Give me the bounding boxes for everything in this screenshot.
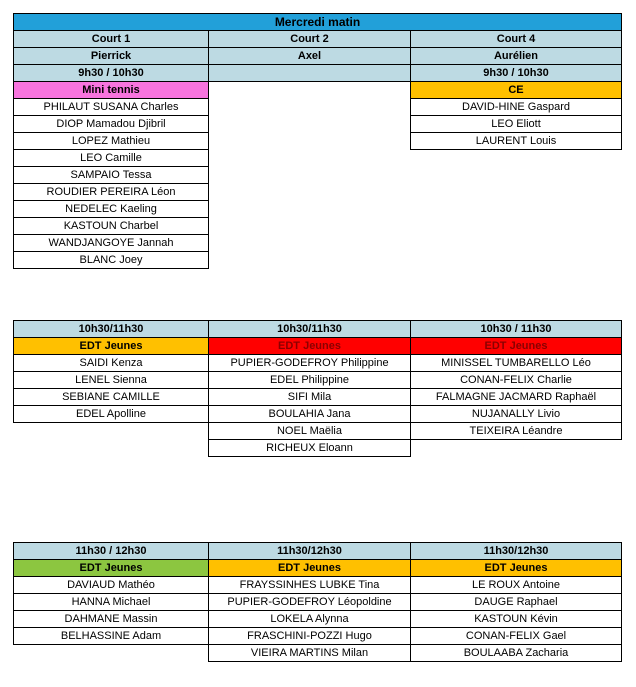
player-cell: EDEL Apolline	[13, 405, 209, 423]
player-cell: SEBIANE CAMILLE	[13, 388, 209, 406]
court-column	[208, 320, 411, 457]
time-slot-cell: 11h30/12h30	[208, 542, 411, 560]
player-cell: LAURENT Louis	[410, 132, 622, 150]
player-cell: BOULAABA Zacharia	[410, 644, 622, 662]
player-cell: LEO Eliott	[410, 115, 622, 133]
court-column	[410, 30, 622, 150]
courts-columns	[13, 30, 622, 269]
player-cell: LE ROUX Antoine	[410, 576, 622, 594]
player-cell: DAHMANE Massin	[13, 610, 209, 628]
player-cell: EDEL Philippine	[208, 371, 411, 389]
courts-columns	[13, 542, 622, 662]
time-slot-cell: 10h30/11h30	[208, 320, 411, 338]
player-cell: FALMAGNE JACMARD Raphaël	[410, 388, 622, 406]
player-cell: KASTOUN Charbel	[13, 217, 209, 235]
player-cell: LEO Camille	[13, 149, 209, 167]
coach-cell: Pierrick	[13, 47, 209, 65]
activity-cell: CE	[410, 81, 622, 99]
court-column	[208, 542, 411, 662]
court-column	[13, 30, 209, 269]
activity-cell: EDT Jeunes	[410, 559, 622, 577]
player-cell: LOPEZ Mathieu	[13, 132, 209, 150]
player-cell: FRAYSSINHES LUBKE Tina	[208, 576, 411, 594]
court-column	[13, 542, 209, 645]
time-slot-cell	[208, 64, 411, 82]
court-header-cell: Court 1	[13, 30, 209, 48]
player-cell: DIOP Mamadou Djibril	[13, 115, 209, 133]
player-cell: CONAN-FELIX Gael	[410, 627, 622, 645]
court-column	[410, 542, 622, 662]
player-cell: MINISSEL TUMBARELLO Léo	[410, 354, 622, 372]
courts-columns	[13, 320, 622, 457]
player-cell: TEIXEIRA Léandre	[410, 422, 622, 440]
court-header-cell: Court 4	[410, 30, 622, 48]
activity-cell: EDT Jeunes	[208, 337, 411, 355]
player-cell: PUPIER-GODEFROY Philippine	[208, 354, 411, 372]
coach-cell: Axel	[208, 47, 411, 65]
player-cell: LENEL Sienna	[13, 371, 209, 389]
activity-cell: EDT Jeunes	[13, 559, 209, 577]
player-cell: FRASCHINI-POZZI Hugo	[208, 627, 411, 645]
activity-cell: EDT Jeunes	[208, 559, 411, 577]
player-cell: PUPIER-GODEFROY Léopoldine	[208, 593, 411, 611]
player-cell: SAMPAIO Tessa	[13, 166, 209, 184]
activity-cell: EDT Jeunes	[13, 337, 209, 355]
court-column	[13, 320, 209, 423]
player-cell: BELHASSINE Adam	[13, 627, 209, 645]
player-cell: PHILAUT SUSANA Charles	[13, 98, 209, 116]
schedule-block-morning-2	[13, 320, 622, 457]
activity-cell: Mini tennis	[13, 81, 209, 99]
time-slot-cell: 11h30/12h30	[410, 542, 622, 560]
time-slot-cell: 10h30 / 11h30	[410, 320, 622, 338]
player-cell: HANNA Michael	[13, 593, 209, 611]
player-cell: BOULAHIA Jana	[208, 405, 411, 423]
player-cell: SAIDI Kenza	[13, 354, 209, 372]
player-cell: ROUDIER PEREIRA Léon	[13, 183, 209, 201]
player-cell: WANDJANGOYE Jannah	[13, 234, 209, 252]
schedule-block-morning-3	[13, 542, 622, 662]
player-cell: KASTOUN Kévin	[410, 610, 622, 628]
coach-cell: Aurélien	[410, 47, 622, 65]
time-slot-cell: 11h30 / 12h30	[13, 542, 209, 560]
schedule-title: Mercredi matin	[13, 13, 622, 31]
time-slot-cell: 9h30 / 10h30	[410, 64, 622, 82]
time-slot-cell: 9h30 / 10h30	[13, 64, 209, 82]
schedule-block-morning-1	[13, 13, 622, 269]
player-cell: CONAN-FELIX Charlie	[410, 371, 622, 389]
player-cell: NUJANALLY Livio	[410, 405, 622, 423]
court-column	[208, 30, 411, 82]
player-cell: SIFI Mila	[208, 388, 411, 406]
court-column	[410, 320, 622, 440]
player-cell: NOEL Maëlia	[208, 422, 411, 440]
player-cell: RICHEUX Eloann	[208, 439, 411, 457]
activity-cell: EDT Jeunes	[410, 337, 622, 355]
player-cell: BLANC Joey	[13, 251, 209, 269]
player-cell: DAVID-HINE Gaspard	[410, 98, 622, 116]
court-header-cell: Court 2	[208, 30, 411, 48]
time-slot-cell: 10h30/11h30	[13, 320, 209, 338]
player-cell: LOKELA Alynna	[208, 610, 411, 628]
player-cell: DAUGE Raphael	[410, 593, 622, 611]
player-cell: VIEIRA MARTINS Milan	[208, 644, 411, 662]
player-cell: DAVIAUD Mathéo	[13, 576, 209, 594]
player-cell: NEDELEC Kaeling	[13, 200, 209, 218]
